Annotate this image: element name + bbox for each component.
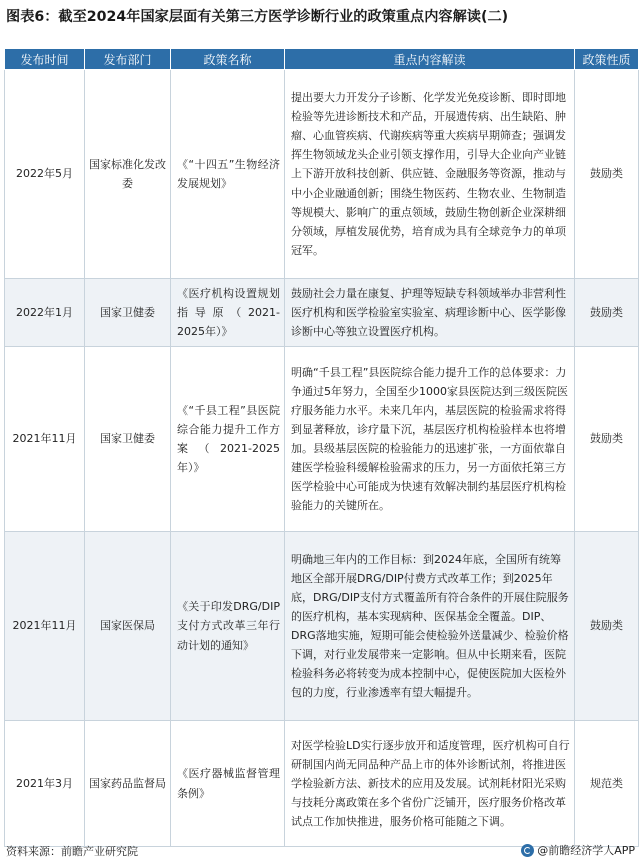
cell-dept: 国家卫健委 bbox=[85, 347, 171, 532]
cell-content: 明确“千县工程”县医院综合能力提升工作的总体要求：力争通过5年努力，全国至少1000家县医院达到三级医院医疗服务能力水平。未来几年内，基层医院的检验需求将得到显著释放，诊疗量下沉，基层医疗机构检验样本也将增加。县级基层医院的检验能力的迅速扩张，一方面依靠自建医学检验科缓解检验需求的压力，另一方面依托第三方医学检验中心可能成为快速有效解决制约基层医疗机构检验能力的关键所在。 bbox=[285, 347, 575, 532]
cell-nature: 鼓励类 bbox=[575, 279, 639, 347]
header-policy: 政策名称 bbox=[171, 49, 285, 70]
cell-dept: 国家医保局 bbox=[85, 532, 171, 721]
cell-date: 2022年5月 bbox=[5, 70, 85, 279]
source-note: 资料来源：前瞻产业研究院 bbox=[6, 845, 138, 858]
cell-content: 提出要大力开发分子诊断、化学发光免疫诊断、即时即地检验等先进诊断技术和产品，开展遗传病、出生缺陷、肿瘤、心血管疾病、代谢疾病等重大疾病早期筛查；强调发挥生物领域龙头企业引领支撑作用，引导大企业向产业链上下游开放科技创新、供应链、金融服务等资源，推动与中小企业融通创新；围绕生物医药、生物农业、生物制造等规模大、影响广的重点领域，鼓励生物创新企业深耕细分领域，厚植发展优势，培育成为具有全球竞争力的单项冠军。 bbox=[285, 70, 575, 279]
table-header-row bbox=[5, 49, 639, 70]
cell-policy: 《医疗器械监督管理条例》 bbox=[171, 721, 285, 847]
cell-policy: 《医疗机构设置规划指导原（2021-2025年）》 bbox=[171, 279, 285, 347]
page-title: 图表6：截至2024年国家层面有关第三方医学诊断行业的政策重点内容解读(二) bbox=[6, 9, 509, 25]
cell-nature: 鼓励类 bbox=[575, 532, 639, 721]
table-row bbox=[5, 532, 639, 721]
cell-content: 鼓励社会力量在康复、护理等短缺专科领域举办非营利性医疗机构和医学检验室实验室、病理诊断中心、医学影像诊断中心等独立设置医疗机构。 bbox=[285, 279, 575, 347]
cell-content: 明确地三年内的工作目标：到2024年底，全国所有统筹地区全部开展DRG/DIP付费方式改革工作；到2025年底，DRG/DIP支付方式覆盖所有符合条件的开展住院服务的医疗机构，基本实现病种、医保基金全覆盖。DIP、DRG落地实施，短期可能会使检验外送量减少、检验价格下调，对行业发展带来一定影响。但从中长期来看，医院检验科务必将转变为成本控制中心，促使医院加大医检外包的力度，行业渗透率有望大幅提升。 bbox=[285, 532, 575, 721]
brand-logo-icon bbox=[521, 844, 534, 857]
cell-date: 2022年1月 bbox=[5, 279, 85, 347]
table-row bbox=[5, 347, 639, 532]
cell-nature: 规范类 bbox=[575, 721, 639, 847]
table-row bbox=[5, 721, 639, 847]
cell-nature: 鼓励类 bbox=[575, 70, 639, 279]
cell-policy: 《关于印发DRG/DIP支付方式改革三年行动计划的通知》 bbox=[171, 532, 285, 721]
cell-date: 2021年11月 bbox=[5, 347, 85, 532]
cell-dept: 国家卫健委 bbox=[85, 279, 171, 347]
cell-content: 对医学检验LD实行逐步放开和适度管理，医疗机构可自行研制国内尚无同品种产品上市的体外诊断试剂，将推进医学检验新方法、新技术的应用及发展。试剂耗材阳光采购与技耗分离政策在多个省份广泛铺开，医疗服务价格改革试点工作加快推进，服务价格可能随之下调。 bbox=[285, 721, 575, 847]
cell-policy: 《“千县工程”县医院综合能力提升工作方案（2021-2025年）》 bbox=[171, 347, 285, 532]
brand-label: @前瞻经济学人APP bbox=[537, 844, 635, 857]
cell-date: 2021年3月 bbox=[5, 721, 85, 847]
header-dept: 发布部门 bbox=[85, 49, 171, 70]
cell-dept: 国家药品监督局 bbox=[85, 721, 171, 847]
table-row bbox=[5, 70, 639, 279]
brand-credit bbox=[521, 842, 635, 858]
table-row bbox=[5, 279, 639, 347]
cell-nature: 鼓励类 bbox=[575, 347, 639, 532]
header-content: 重点内容解读 bbox=[285, 49, 575, 70]
cell-policy: 《“十四五”生物经济发展规划》 bbox=[171, 70, 285, 279]
header-nature: 政策性质 bbox=[575, 49, 639, 70]
cell-date: 2021年11月 bbox=[5, 532, 85, 721]
policy-table bbox=[4, 48, 639, 847]
cell-dept: 国家标准化发改委 bbox=[85, 70, 171, 279]
header-date: 发布时间 bbox=[5, 49, 85, 70]
